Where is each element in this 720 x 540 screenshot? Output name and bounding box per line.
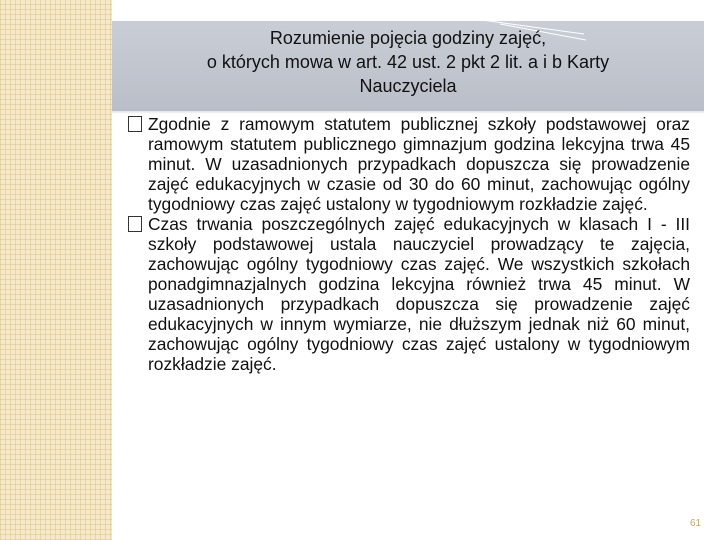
bullet-list: [128, 114, 690, 374]
title-line-1: Rozumienie pojęcia godziny zajęć,: [269, 28, 547, 48]
bullet-item-2: [128, 214, 690, 374]
bullet-box-icon: [128, 116, 142, 132]
slide-title: [112, 26, 704, 98]
title-line-3: Nauczyciela: [359, 76, 457, 96]
bullet-item-1: [128, 114, 690, 214]
bullet-text-2: Czas trwania poszczególnych zajęć edukacyjnych w klasach I - III szkoły podstawowej ustala nauczyciel prowadzący te zajęcia, zachowując ogólny tygodniowy czas zajęć. We wszystkich szkołach ponadgimnazjalnych godzina lekcyjna również trwa 45 minut. W uzasadnionych przypadkach dopuszcza się prowadzenie zajęć edukacyjnych w innym wymiarze, nie dłuższym jednak niż 60 minut, zachowując ogólny tygodniowy czas zajęć ustalony w tygodniowym rozkładzie zajęć.: [148, 214, 690, 374]
bullet-text-1: Zgodnie z ramowym statutem publicznej szkoły podstawowej oraz ramowym statutem publicznego gimnazjum godzina lekcyjna trwa 45 minut. W uzasadnionych przypadkach dopuszcza się prowadzenie zajęć edukacyjnych w czasie od 30 do 60 minut, zachowując ogólny tygodniowy czas zajęć ustalony w tygodniowym rozkładzie zajęć.: [148, 114, 690, 214]
bullet-box-icon: [128, 216, 142, 232]
decorative-left-strip: [0, 0, 112, 540]
page-number: 61: [690, 518, 702, 529]
title-line-2: o których mowa w art. 42 ust. 2 pkt 2 lit. a i b Karty: [206, 52, 610, 72]
